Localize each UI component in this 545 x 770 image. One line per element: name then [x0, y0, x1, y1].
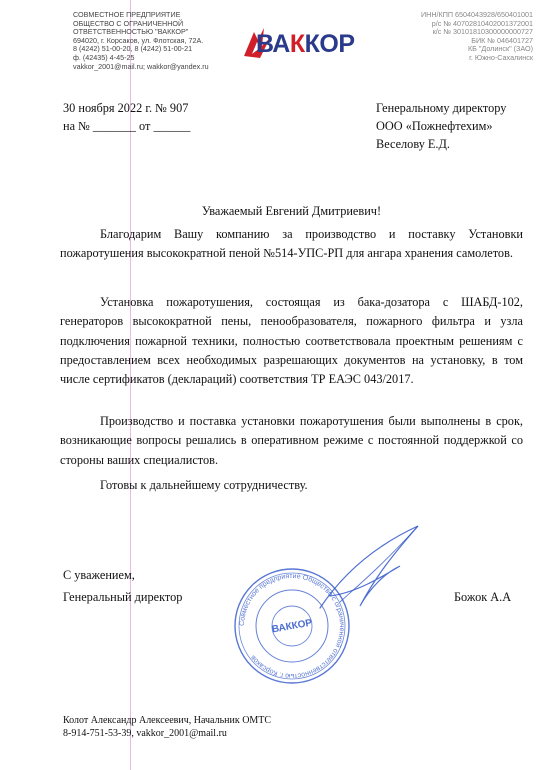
logo-text-part: ВА [256, 30, 290, 58]
bank-line: р/с № 40702810402001372001 [431, 18, 533, 28]
contact-phone-email: 8-914-751-53-39, vakkor_2001@mail.ru [63, 728, 227, 739]
paragraph: Благодарим Вашу компанию за производство и поставку Установки пожаротушения высокократной пеной №514-УПС-РП для ангара хранения самолетов. [60, 227, 523, 261]
logo-text-part: КОР [304, 30, 355, 58]
company-line: ОБЩЕСТВО С ОГРАНИЧЕННОЙ [73, 18, 184, 28]
bank-line: г. Южно-Сахалинск [469, 52, 533, 62]
logo-text [256, 30, 355, 59]
letter-reference [63, 99, 190, 135]
addressee-name: Веселову Е.Д. [376, 137, 450, 151]
salutation: Уважаемый Евгений Дмитриевич! [201, 204, 382, 218]
seal-ring-text: Совместное предприятие Общество с ограниченной ответственностью г. Корсаков [238, 572, 346, 680]
letter-ref: на № _______ от ______ [63, 119, 191, 133]
bank-line: БИК № 046401727 [471, 35, 533, 45]
company-phones: 8 (4242) 51-00-20, 8 (4242) 51-00-21 [73, 44, 193, 54]
paragraph: Установка пожаротушения, состоящая из бака-дозатора с ШАБД-102, генераторов высокократной пены, пенообразователя, пожарного фильтра и узла подключения пожарной техники, полностью соответствовала проектным решениям с предоставлением всех необходимых разрешающих документов на установку, в том числе сертификатов (деклараций) соответствия ТР ЕАЭС 043/2017. [60, 295, 523, 387]
addressee-block [376, 99, 506, 153]
addressee-title: Генеральному директору [376, 101, 507, 115]
contact-name: Колот Александр Алексеевич, Начальник ОМТС [63, 715, 272, 726]
addressee-company: ООО «Пожнефтехим» [376, 119, 493, 133]
closing: С уважением, [63, 568, 135, 582]
letter-date: 30 ноября 2022 г. № 907 [63, 101, 189, 115]
signer-title: Генеральный директор [63, 590, 183, 604]
bank-line: ИНН/КПП 6504043928/650401001 [420, 10, 533, 19]
company-fax: ф. (42435) 4-45-25 [73, 52, 135, 62]
signer-name: Божок А.А [454, 590, 512, 604]
paragraph: Готовы к дальнейшему сотрудничеству. [100, 478, 308, 492]
company-logo [240, 26, 380, 62]
company-email: vakkor_2001@mail.ru; wakkor@yandex.ru [73, 61, 209, 71]
company-info [73, 11, 209, 71]
bank-line: КБ "Долинск" (ЗАО) [467, 44, 533, 54]
contact-footer [63, 714, 271, 740]
seal-center-text: ВАККОР [271, 617, 314, 636]
signature [300, 518, 440, 618]
logo-text-accent: К [289, 30, 305, 58]
bank-details [383, 11, 533, 63]
company-line: СОВМЕСТНОЕ ПРЕДПРИЯТИЕ [73, 10, 181, 19]
signature-icon [300, 518, 440, 618]
paragraph: Производство и поставка установки пожаротушения были выполнены в срок, возникающие вопросы решались в оперативном режиме с постоянной поддержкой со стороны ваших специалистов. [60, 414, 523, 467]
company-line: ОТВЕТСТВЕННОСТЬЮ "ВАККОР" [73, 27, 189, 37]
bank-line: к/с № 30101810300000000727 [432, 27, 533, 37]
company-address: 694020, г. Корсаков, ул. Флотская, 72А. [73, 35, 204, 45]
